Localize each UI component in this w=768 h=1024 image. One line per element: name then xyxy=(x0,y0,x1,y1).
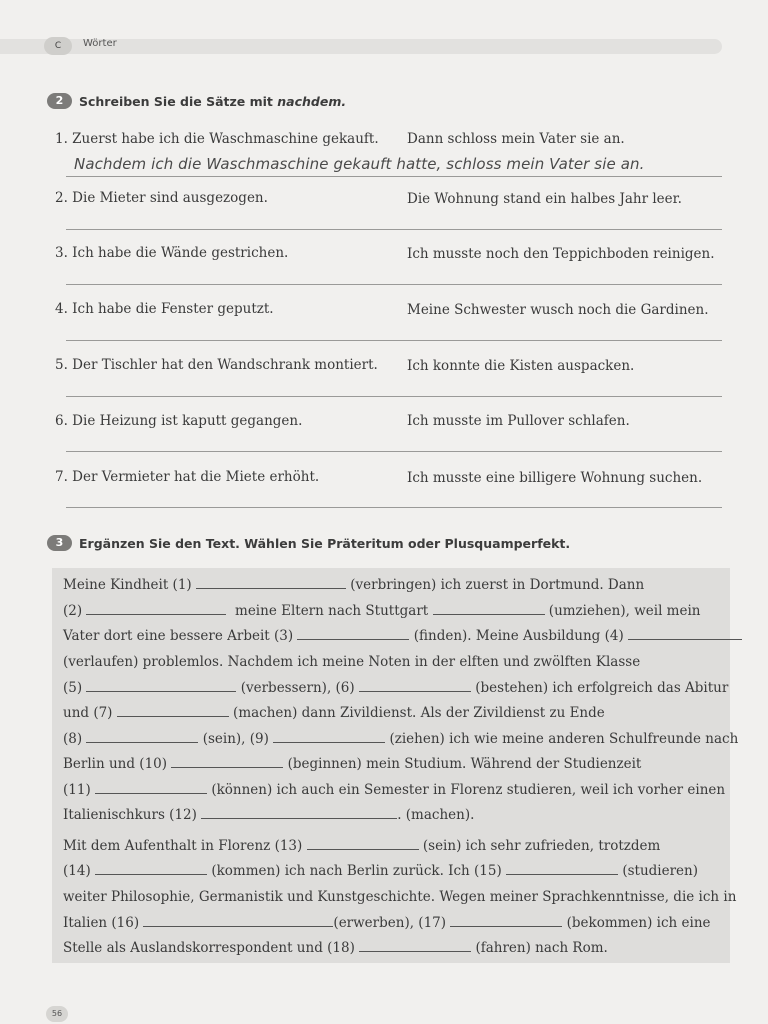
blank-18[interactable] xyxy=(359,950,471,952)
text-line-11: Mit dem Aufenthalt in Florenz (13) (sein) ich sehr zufrieden, trotzdem xyxy=(63,838,661,854)
blank-7[interactable] xyxy=(117,715,229,717)
answer-line-1[interactable] xyxy=(66,176,722,177)
blank-17[interactable] xyxy=(450,925,562,927)
text-line-10: Italienischkurs (12) . (machen). xyxy=(63,807,475,823)
text-line-12: (14) (kommen) ich nach Berlin zurück. Ich (15) (studieren) xyxy=(63,863,699,879)
exercise-number-badge: 2 xyxy=(47,93,72,109)
text-line-8: Berlin und (10) (beginnen) mein Studium. Während der Studienzeit xyxy=(63,756,642,772)
blank-10[interactable] xyxy=(171,766,283,768)
exercise-instruction: Schreiben Sie die Sätze mit xyxy=(79,93,273,109)
text-line-6: und (7) (machen) dann Zivildienst. Als der Zivildienst zu Ende xyxy=(63,705,605,721)
answer-line-7[interactable] xyxy=(66,507,722,508)
blank-3[interactable] xyxy=(297,638,409,640)
item-6-right: Ich musste im Pullover schlafen. xyxy=(407,413,630,429)
text-line-2: (2) meine Eltern nach Stuttgart (umziehen), weil mein xyxy=(63,603,701,619)
answer-line-6[interactable] xyxy=(66,451,722,452)
blank-1[interactable] xyxy=(196,587,346,589)
blank-8[interactable] xyxy=(86,741,198,743)
blank-15[interactable] xyxy=(506,873,618,875)
text-line-15: Stelle als Auslandskorrespondent und (18) (fahren) nach Rom. xyxy=(63,940,608,956)
text-line-4: (verlaufen) problemlos. Nachdem ich meine Noten in der elften und zwölften Klasse xyxy=(63,654,641,670)
handwritten-answer: Nachdem ich die Waschmaschine gekauft hatte, schloss mein Vater sie an. xyxy=(74,155,645,173)
blank-2[interactable] xyxy=(86,613,226,615)
text-line-5: (5) (verbessern), (6) (bestehen) ich erfolgreich das Abitur xyxy=(63,680,729,696)
exercise-2-heading xyxy=(47,93,346,109)
answer-line-3[interactable] xyxy=(66,284,722,285)
text-line-13: weiter Philosophie, Germanistik und Kunstgeschichte. Wegen meiner Sprachkenntnisse, die ich in xyxy=(63,889,737,905)
section-badge: C xyxy=(44,37,72,55)
item-2-left: 2. Die Mieter sind ausgezogen. xyxy=(55,190,268,206)
answer-line-5[interactable] xyxy=(66,396,722,397)
blank-11[interactable] xyxy=(95,792,207,794)
blank-12[interactable] xyxy=(201,817,397,819)
blank-umziehen[interactable] xyxy=(433,613,545,615)
answer-line-4[interactable] xyxy=(66,340,722,341)
item-1-left: 1. Zuerst habe ich die Waschmaschine gekauft. xyxy=(55,131,379,147)
item-3-left: 3. Ich habe die Wände gestrichen. xyxy=(55,245,289,261)
item-1-right: Dann schloss mein Vater sie an. xyxy=(407,131,625,147)
page-number: 56 xyxy=(46,1006,68,1022)
item-3-right: Ich musste noch den Teppichboden reinigen. xyxy=(407,246,715,262)
item-6-left: 6. Die Heizung ist kaputt gegangen. xyxy=(55,413,303,429)
item-7-left: 7. Der Vermieter hat die Miete erhöht. xyxy=(55,469,320,485)
item-5-left: 5. Der Tischler hat den Wandschrank montiert. xyxy=(55,357,378,373)
text-line-7: (8) (sein), (9) (ziehen) ich wie meine anderen Schulfreunde nach xyxy=(63,731,739,747)
text-line-14: Italien (16) (erwerben), (17) (bekommen) ich eine xyxy=(63,915,711,931)
text-line-9: (11) (können) ich auch ein Semester in Florenz studieren, weil ich vorher einen xyxy=(63,782,726,798)
text-line-1: Meine Kindheit (1) (verbringen) ich zuerst in Dortmund. Dann xyxy=(63,577,645,593)
exercise-instruction-emphasis: nachdem. xyxy=(277,93,347,109)
exercise-number-badge: 3 xyxy=(47,535,72,551)
exercise-instruction: Ergänzen Sie den Text. Wählen Sie Präteritum oder Plusquamperfekt. xyxy=(79,535,571,551)
blank-9[interactable] xyxy=(273,741,385,743)
item-2-right: Die Wohnung stand ein halbes Jahr leer. xyxy=(407,191,682,207)
item-7-right: Ich musste eine billigere Wohnung suchen. xyxy=(407,470,703,486)
blank-5[interactable] xyxy=(86,690,236,692)
item-5-right: Ich konnte die Kisten auspacken. xyxy=(407,358,635,374)
section-title: Wörter xyxy=(83,38,117,49)
item-4-left: 4. Ich habe die Fenster geputzt. xyxy=(55,301,274,317)
item-4-right: Meine Schwester wusch noch die Gardinen. xyxy=(407,302,709,318)
exercise-3-heading xyxy=(47,535,570,551)
blank-6[interactable] xyxy=(359,690,471,692)
answer-line-2[interactable] xyxy=(66,229,722,230)
blank-16[interactable] xyxy=(143,925,333,927)
text-line-3: Vater dort eine bessere Arbeit (3) (finden). Meine Ausbildung (4) xyxy=(63,628,742,644)
blank-14[interactable] xyxy=(95,873,207,875)
blank-13[interactable] xyxy=(307,848,419,850)
blank-4[interactable] xyxy=(628,638,742,640)
